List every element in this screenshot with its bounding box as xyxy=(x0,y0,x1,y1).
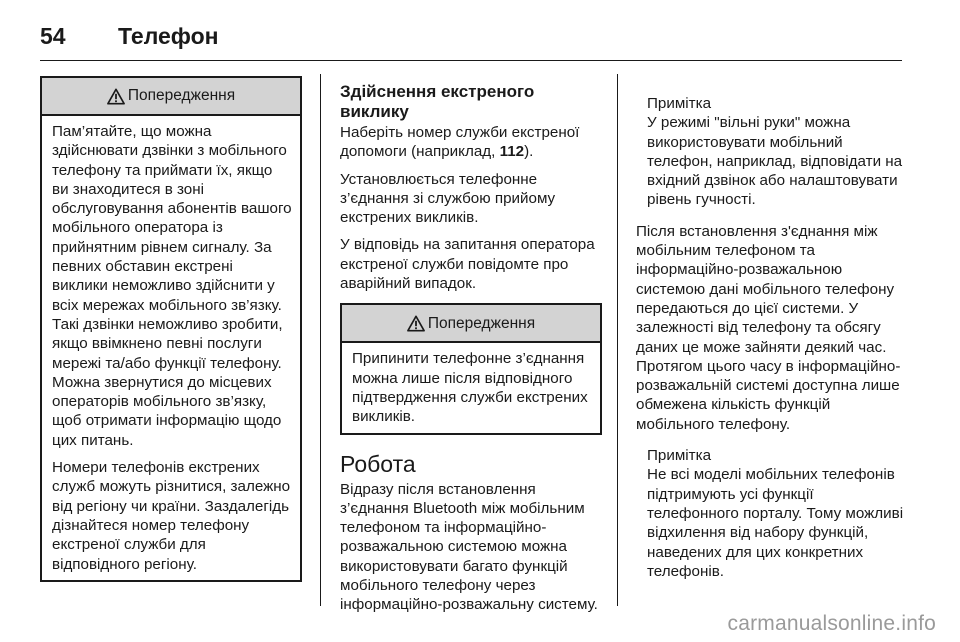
emergency-number: 112 xyxy=(499,143,525,161)
header-rule xyxy=(40,60,902,61)
page-header xyxy=(40,18,219,54)
operation-paragraph: Відразу після встановлення з’єднання Bluetooth між мобільним телефоном та інформаційно-розважальною системою можна використовувати багато функцій мобільного телефону через інформаційно-розважальну систему. xyxy=(340,480,598,614)
warning-header xyxy=(42,78,300,116)
column-divider-right xyxy=(617,74,618,606)
right-column xyxy=(636,94,906,593)
warning-box-hangup xyxy=(340,303,602,434)
dial-text-end: ). xyxy=(524,143,534,161)
dial-instruction xyxy=(340,123,602,162)
warning-title: Попередження xyxy=(127,87,236,105)
emergency-call-heading: Здійснення екстреного виклику xyxy=(340,82,535,121)
note-phone-models xyxy=(636,446,906,581)
warning-paragraph: Припинити телефонне з’єднання можна лише після відповідного підтвердження служби екстрених викликів. xyxy=(352,350,588,426)
note-title: Примітка xyxy=(647,447,712,465)
left-column xyxy=(40,76,302,582)
warning-body xyxy=(342,343,600,432)
warning-triangle-icon xyxy=(107,88,125,105)
column-divider-left xyxy=(320,74,321,606)
page-number: 54 xyxy=(40,22,66,49)
page-title: Телефон xyxy=(118,22,219,49)
warning-paragraph: Номери телефонів екстрених служб можуть різнитися, залежно від регіону чи країни. Заздалегідь дізнайтеся номер телефону екстреної служби для відповідного регіону. xyxy=(52,459,291,573)
note-text: Не всі моделі мобільних телефонів підтримують усі функції телефонного порталу. Тому можливі відхилення від набору функцій, наведених для цих конкретних телефонів. xyxy=(647,466,904,580)
middle-column xyxy=(340,82,602,623)
connection-paragraph: Установлюється телефонне з’єднання зі службою прийому екстрених викликів. xyxy=(340,170,556,227)
note-text: У режимі "вільні руки" можна використовувати мобільний телефон, наприклад, відповідати на вхідний дзвінок або налаштовувати рівень гучності. xyxy=(647,114,903,209)
warning-triangle-icon xyxy=(407,315,425,332)
dial-text: Наберіть номер служби екстреної допомоги (наприклад, xyxy=(340,124,580,161)
note-title: Примітка xyxy=(647,95,712,112)
warning-body xyxy=(42,116,300,580)
data-transfer-paragraph: Після встановлення з'єднання між мобільним телефоном та інформаційно-розважальною системою дані мобільного телефону передаються до цієї системи. У залежності від телефону та обсягу даних це може зайняти деякий час. Протягом цього часу в інформаційно-розважальній системі доступна лише обмежена кількість функцій мобільного телефону. xyxy=(636,222,901,433)
note-handsfree xyxy=(636,94,906,210)
warning-box-emergency xyxy=(40,76,302,582)
section-title: Робота xyxy=(340,450,416,477)
watermark: carmanualsonline.info xyxy=(727,612,936,635)
operator-paragraph: У відповідь на запитання оператора екстреної служби повідомте про аварійний випадок. xyxy=(340,236,595,293)
warning-title: Попередження xyxy=(427,314,536,332)
warning-header xyxy=(342,305,600,343)
warning-paragraph: Пам’ятайте, що можна здійснювати дзвінки з мобільного телефону та приймати їх, якщо ви знаходитеся в зоні обслуговування абонентів вашого мобільного оператора із прийнятним рівнем сигналу. За певних обставин екстрені виклики неможливо здійснити у всіх мережах мобільного зв’язку. Такі дзвінки неможливо зробити, якщо ввімкнено певні послуги мережі та/або функції телефону. Можна звернутися до місцевих операторів мобільного зв’язку, щоб отримати інформацію щодо цих питань. xyxy=(52,123,292,449)
